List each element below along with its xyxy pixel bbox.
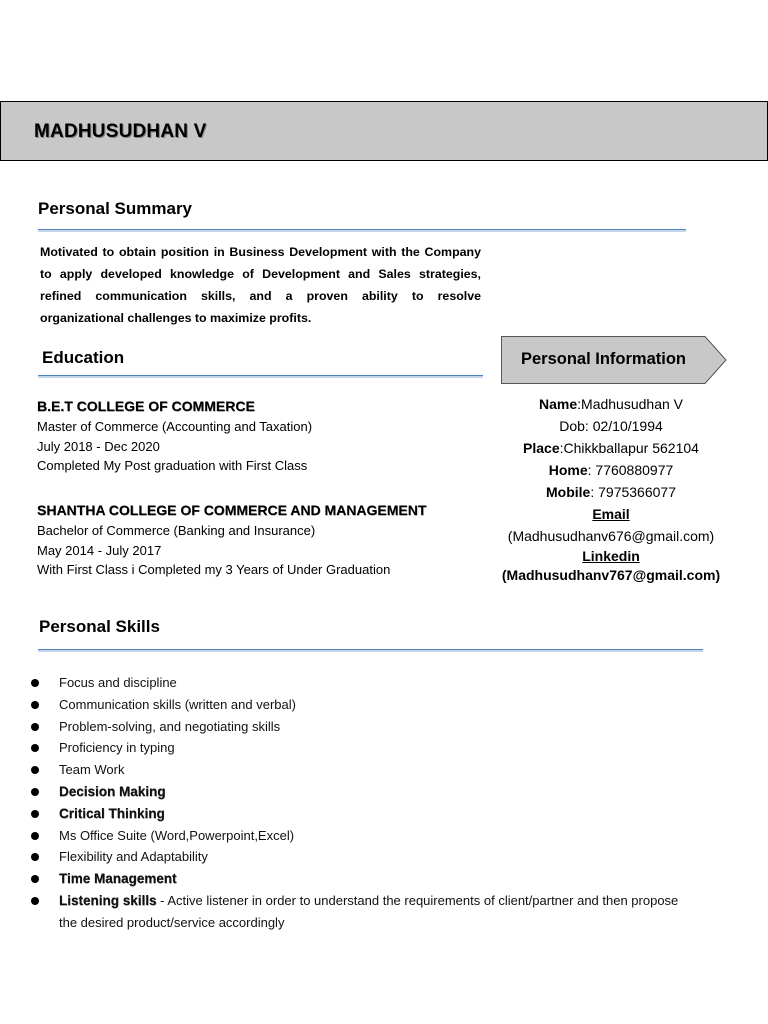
- bullet-icon: [31, 853, 39, 861]
- skill-label: Flexibility and Adaptability: [59, 849, 208, 865]
- name-value: :Madhusudhan V: [577, 396, 683, 412]
- email-value: (Madhusudhanv676@gmail.com): [507, 528, 715, 544]
- bullet-icon: [31, 897, 39, 905]
- skill-item: [0, 803, 700, 825]
- skill-item: [0, 868, 700, 890]
- linkedin-label[interactable]: Linkedin: [582, 548, 640, 564]
- education-note: With First Class i Completed my 3 Years of Under Graduation: [37, 562, 391, 577]
- skill-item: [0, 672, 700, 694]
- education-note: Completed My Post graduation with First Class: [37, 458, 308, 473]
- personal-info-heading: Personal Information: [520, 350, 687, 368]
- skill-label: Listening skills: [59, 892, 157, 908]
- period: July 2018 - Dec 2020: [37, 438, 160, 454]
- bullet-icon: [31, 701, 39, 709]
- skill-label: Time Management: [59, 871, 177, 887]
- bullet-icon: [31, 679, 39, 687]
- skill-label: Communication skills (written and verbal): [59, 696, 296, 712]
- education-entry: [37, 502, 426, 580]
- linkedin-value: (Madhusudhanv767@gmail.com): [501, 567, 721, 583]
- skill-label: Problem-solving, and negotiating skills: [59, 718, 281, 734]
- bullet-icon: [31, 723, 39, 731]
- mobile-label: Mobile: [546, 484, 591, 500]
- skill-label: Team Work: [59, 762, 125, 778]
- skill-description: - Active listener in order to understand the requirements of client/partner and then propose the desired product/service accordingly: [59, 892, 679, 930]
- skill-item: [0, 716, 700, 738]
- skill-label: Focus and discipline: [59, 675, 177, 690]
- summary-heading: Personal Summary: [38, 199, 193, 218]
- mobile-value: : 7975366077: [590, 484, 676, 500]
- bullet-icon: [31, 832, 39, 840]
- degree: Bachelor of Commerce (Banking and Insurance): [37, 523, 316, 538]
- candidate-name: MADHUSUDHAN V: [34, 121, 207, 142]
- summary-text: Motivated to obtain position in Business Development with the Company to apply developed knowledge of Development and Sales strategies, refined communication skills, and a proven ability to resolve organizational challenges to maximize profits.: [40, 245, 481, 325]
- skill-item: [0, 890, 679, 934]
- home-label: Home: [548, 462, 588, 478]
- skill-item: [0, 694, 700, 716]
- bullet-icon: [31, 875, 39, 883]
- skill-label: Proficiency in typing: [59, 740, 175, 756]
- skills-heading: Personal Skills: [39, 617, 160, 636]
- education-divider: [38, 375, 483, 378]
- education-entry: [37, 398, 312, 476]
- place-value: :Chikkballapur 562104: [559, 440, 699, 456]
- skills-divider: [38, 649, 703, 652]
- skills-list: [0, 672, 700, 934]
- skill-item: [0, 781, 700, 803]
- bullet-icon: [31, 810, 39, 818]
- bullet-icon: [31, 766, 39, 774]
- skill-item: [0, 759, 700, 781]
- degree: Master of Commerce (Accounting and Taxation): [37, 419, 313, 434]
- name-label: Name: [539, 396, 578, 412]
- info-name: [491, 393, 731, 415]
- bullet-icon: [31, 788, 39, 796]
- skill-item: [0, 825, 700, 847]
- summary-divider: [38, 229, 686, 232]
- home-value: : 7760880977: [587, 462, 674, 478]
- info-mobile: [491, 481, 731, 503]
- info-dob: Dob: 02/10/1994: [559, 418, 663, 434]
- college-name: B.E.T COLLEGE OF COMMERCE: [37, 398, 255, 414]
- email-label[interactable]: Email: [592, 506, 630, 522]
- college-name: SHANTHA COLLEGE OF COMMERCE AND MANAGEMENT: [37, 502, 427, 518]
- skill-item: [0, 846, 700, 868]
- skill-label: Ms Office Suite (Word,Powerpoint,Excel): [59, 827, 295, 843]
- info-place: [491, 437, 731, 459]
- info-home: [491, 459, 731, 481]
- bullet-icon: [31, 744, 39, 752]
- skill-label: Decision Making: [59, 783, 166, 799]
- place-label: Place: [523, 440, 560, 456]
- skill-label: Critical Thinking: [59, 805, 165, 821]
- education-heading: Education: [42, 348, 125, 367]
- period: May 2014 - July 2017: [37, 542, 162, 558]
- skill-item: [0, 737, 700, 759]
